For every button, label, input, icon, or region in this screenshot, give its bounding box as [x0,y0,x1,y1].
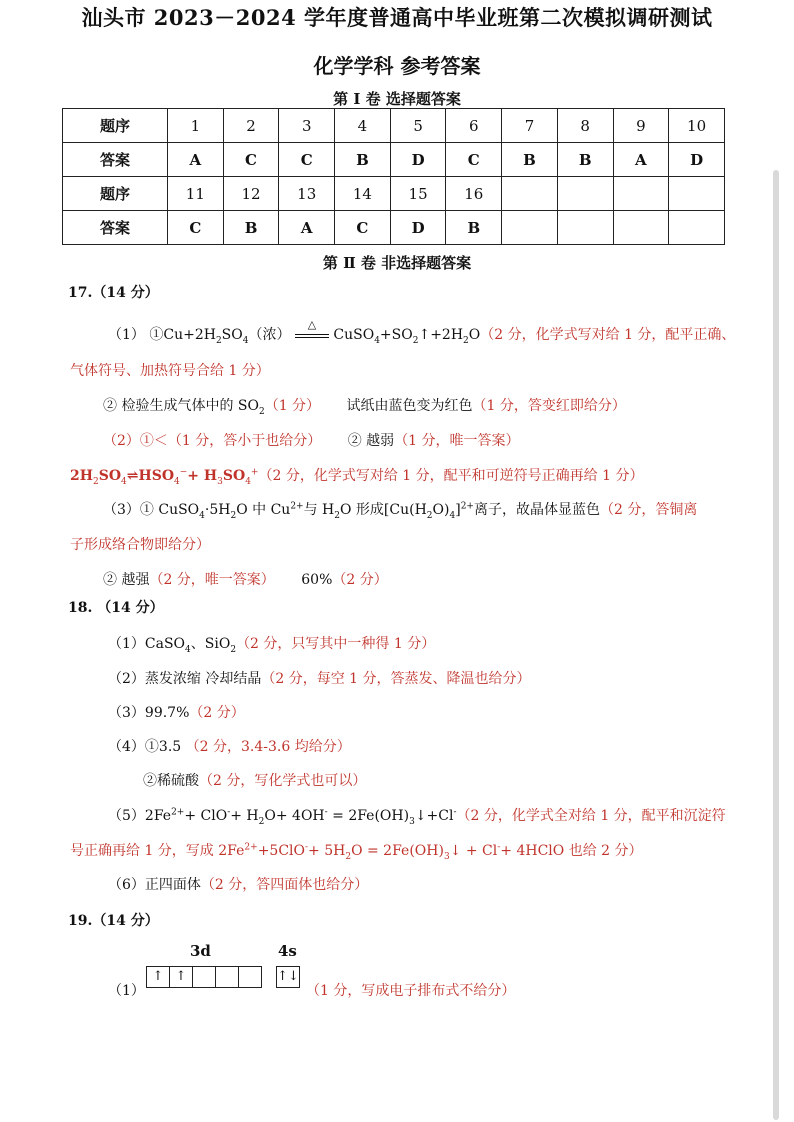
document-subtitle: 化学学科 参考答案 [313,54,481,78]
text: SO [221,327,243,343]
q18-line-7 [70,840,643,862]
q19-scoring-note: （1 分，写成电子排布式不给分） [306,983,516,999]
subscript: 2 [230,644,237,655]
empty-cell [557,177,613,211]
subscript: 3 [443,851,450,862]
question-number: 1 [168,109,224,143]
answer-cell: B [446,211,502,245]
answer-cell: B [335,143,391,177]
scoring-note: （1 分，答小于也给分） [167,433,322,449]
orbital-box [239,967,261,987]
row-label: 答案 [63,211,168,245]
subscript: 3 [217,476,223,487]
question-number: 10 [669,109,725,143]
q17-line-1 [108,318,736,346]
answer-cell: C [223,143,279,177]
text: （3）99.7% [108,705,190,721]
q17-line-4 [103,430,520,450]
section-heading-1: 第 Ⅰ 卷 选择题答案 [333,90,461,108]
q18-line-8 [108,874,368,894]
question-number: 5 [390,109,446,143]
text: ·5H [204,502,231,518]
subscript: 4 [245,476,251,487]
subscript: 2 [412,335,419,346]
question-18-heading: 18. （14 分） [68,600,164,616]
text: （6）正四面体 [108,877,201,893]
answer-table [62,108,725,245]
text: 试纸由蓝色变为红色 [346,398,473,414]
row-label: 答案 [63,143,168,177]
text: 离子，故晶体显蓝色 [473,502,600,518]
scoring-note: （2 分，化学式全对给 1 分，配平和沉淀符 [456,808,726,824]
table-row [63,177,725,211]
scoring-note: （2 分，只写其中一种得 1 分） [236,636,436,652]
superscript: - [324,807,328,818]
answer-cell: D [669,143,725,177]
empty-cell [502,177,558,211]
subscript: 4 [242,335,249,346]
superscript: 2+ [171,807,185,818]
superscript: - [227,807,231,818]
superscript: 2+ [290,501,304,512]
text: ↓+Cl [414,808,454,824]
subscript: 2 [215,335,222,346]
answer-cell: D [390,211,446,245]
answer-cell: A [279,211,335,245]
answer-cell: D [390,143,446,177]
text: （4）①3.5 [108,739,182,755]
question-number: 12 [223,177,279,211]
answer-cell: A [613,143,669,177]
q17-line-2: 气体符号、加热符号合给 1 分） [70,363,270,379]
subscript: 2 [426,510,433,521]
orbital-label-3d: 3d [190,942,211,960]
question-17-heading: 17.（14 分） [68,285,159,301]
question-number: 9 [613,109,669,143]
question-number: 7 [502,109,558,143]
q17-line-6 [103,499,697,521]
section-heading-2: 第 Ⅱ 卷 非选择题答案 [322,254,472,272]
text: = 2Fe(OH) [327,808,410,824]
subscript: 4 [185,644,191,655]
q18-line-2 [108,668,531,688]
q18-line-4 [108,736,351,756]
answer-cell: C [335,211,391,245]
question-number: 16 [446,177,502,211]
superscript: − [179,467,188,478]
scoring-note: O = 2Fe(OH) [351,843,444,859]
superscript: + [250,467,259,478]
equation: + H [187,468,218,484]
superscript: - [453,807,457,818]
subscript: 2 [334,510,340,521]
superscript: - [305,842,309,853]
scoring-note: （2 分，答四面体也给分） [200,877,369,893]
subscript: 2 [345,851,352,862]
heating-equals-sign [295,318,329,338]
text: CuSO [328,327,375,343]
scoring-note: （2 分） [332,572,388,588]
orbital-box [193,967,216,987]
text: O 中 Cu [236,502,291,518]
text: （3）① CuSO [103,502,200,518]
scoring-note: （1 分） [264,398,321,414]
subscript: 4 [374,335,380,346]
text: O+ 4OH [264,808,325,824]
answer-cell: B [502,143,558,177]
empty-cell [669,211,725,245]
document-title: 汕头市 2023－2024 学年度普通高中毕业班第二次模拟调研测试 [81,5,713,30]
answer-cell: C [279,143,335,177]
q18-line-6 [108,805,726,827]
subscript: 4 [121,476,127,487]
row-label: 题序 [63,109,168,143]
text: + ClO [184,808,228,824]
text: （1） ①Cu+2H [108,327,216,343]
empty-cell [613,211,669,245]
question-number: 3 [279,109,335,143]
question-number: 15 [390,177,446,211]
empty-cell [613,177,669,211]
question-19-heading: 19.（14 分） [68,913,159,929]
row-label: 题序 [63,177,168,211]
text: ② 越强 [103,572,150,588]
scrollbar[interactable] [773,170,779,1120]
equation: SO [98,468,122,484]
subscript: 3 [409,816,415,827]
scoring-note: （2 分，化学式写对给 1 分，配平正确、 [480,327,736,343]
text: 60% [301,572,333,588]
subscript: 2 [230,510,237,521]
orbital-diagram-4s [276,966,300,988]
answer-cell: B [557,143,613,177]
text: +SO [379,327,413,343]
q17-line-3 [103,395,626,417]
question-number: 8 [557,109,613,143]
question-number: 2 [223,109,279,143]
q17-line-5 [70,465,643,487]
empty-cell [502,211,558,245]
answer-cell: A [168,143,224,177]
text: （5）2Fe [108,808,172,824]
orbital-box: ↑↓ [277,969,299,984]
empty-cell [557,211,613,245]
subscript: 2 [463,335,469,346]
heat-symbol: △ [307,318,317,331]
equation: ⇌HSO [126,468,175,484]
scoring-note: （2 分，化学式写对给 1 分，配平和可逆符号正确再给 1 分） [258,468,644,484]
question-number: 14 [335,177,391,211]
scoring-note: + 4HClO 也给 2 分） [500,843,643,859]
scoring-note: （2 分） [189,705,245,721]
question-number: 6 [446,109,502,143]
scoring-note: （1 分，唯一答案） [394,433,520,449]
question-number: 11 [168,177,224,211]
superscript: 2+ [244,842,258,853]
text: （浓） [248,327,291,343]
text: （1）CaSO [108,636,186,652]
text: （2）蒸发浓缩 冷却结晶 [108,671,262,687]
orbital-box: ↑ [170,967,193,987]
answer-cell: C [168,211,224,245]
subscript: 2 [92,476,99,487]
q18-line-1 [108,633,435,655]
scoring-note: （2 分，答铜离 [599,502,698,518]
text: O) [432,502,450,518]
question-number: 4 [335,109,391,143]
subscript: 2 [258,816,265,827]
text: ②稀硫酸 [143,773,199,789]
text: 、SiO [190,636,231,652]
text: ] [455,502,461,518]
superscript: 2+ [460,501,474,512]
equation: 2H [70,468,93,484]
double-line [295,334,329,338]
subscript: 4 [449,510,456,521]
answer-cell: B [223,211,279,245]
subscript: 2 [258,406,265,417]
table-row [63,109,725,143]
text: O [468,327,481,343]
table-row [63,211,725,245]
equation: SO [222,468,246,484]
question-number: 13 [279,177,335,211]
text: ② 检验生成气体中的 SO [103,398,259,414]
scoring-note: ↓ + Cl [449,843,498,859]
table-row [63,143,725,177]
text: O 形成[Cu(H [340,502,427,518]
orbital-box [216,967,239,987]
subscript: 4 [199,510,205,521]
text: + H [230,808,259,824]
orbital-diagram-3d [146,966,262,988]
empty-cell [669,177,725,211]
orbital-label-4s: 4s [278,942,297,960]
q19-part-label: （1） [108,983,145,999]
scoring-note: （1 分，答变红即给分） [472,398,626,414]
q17-line-7: 子形成络合物即给分） [70,537,210,553]
scoring-note: 号正确再给 1 分，写成 2Fe [70,843,245,859]
text: 与 H [303,502,335,518]
text: ↑+2H [418,327,464,343]
scoring-note: （2 分，每空 1 分，答蒸发、降温也给分） [261,671,531,687]
q17-line-8 [103,569,388,589]
text: ② 越弱 [347,433,395,449]
orbital-box: ↑ [147,967,170,987]
scoring-note: + 5H [308,843,346,859]
scoring-note: （2 分，唯一答案） [149,572,275,588]
q18-line-5 [143,770,366,790]
subscript: 4 [174,476,180,487]
q18-line-3 [108,702,245,722]
superscript: - [497,842,501,853]
scoring-note: +5ClO [257,843,305,859]
scoring-note: （2 分，写化学式也可以） [199,773,367,789]
text: （2）①＜ [103,433,168,449]
scoring-note: （2 分，3.4-3.6 均给分） [181,739,351,755]
answer-cell: C [446,143,502,177]
